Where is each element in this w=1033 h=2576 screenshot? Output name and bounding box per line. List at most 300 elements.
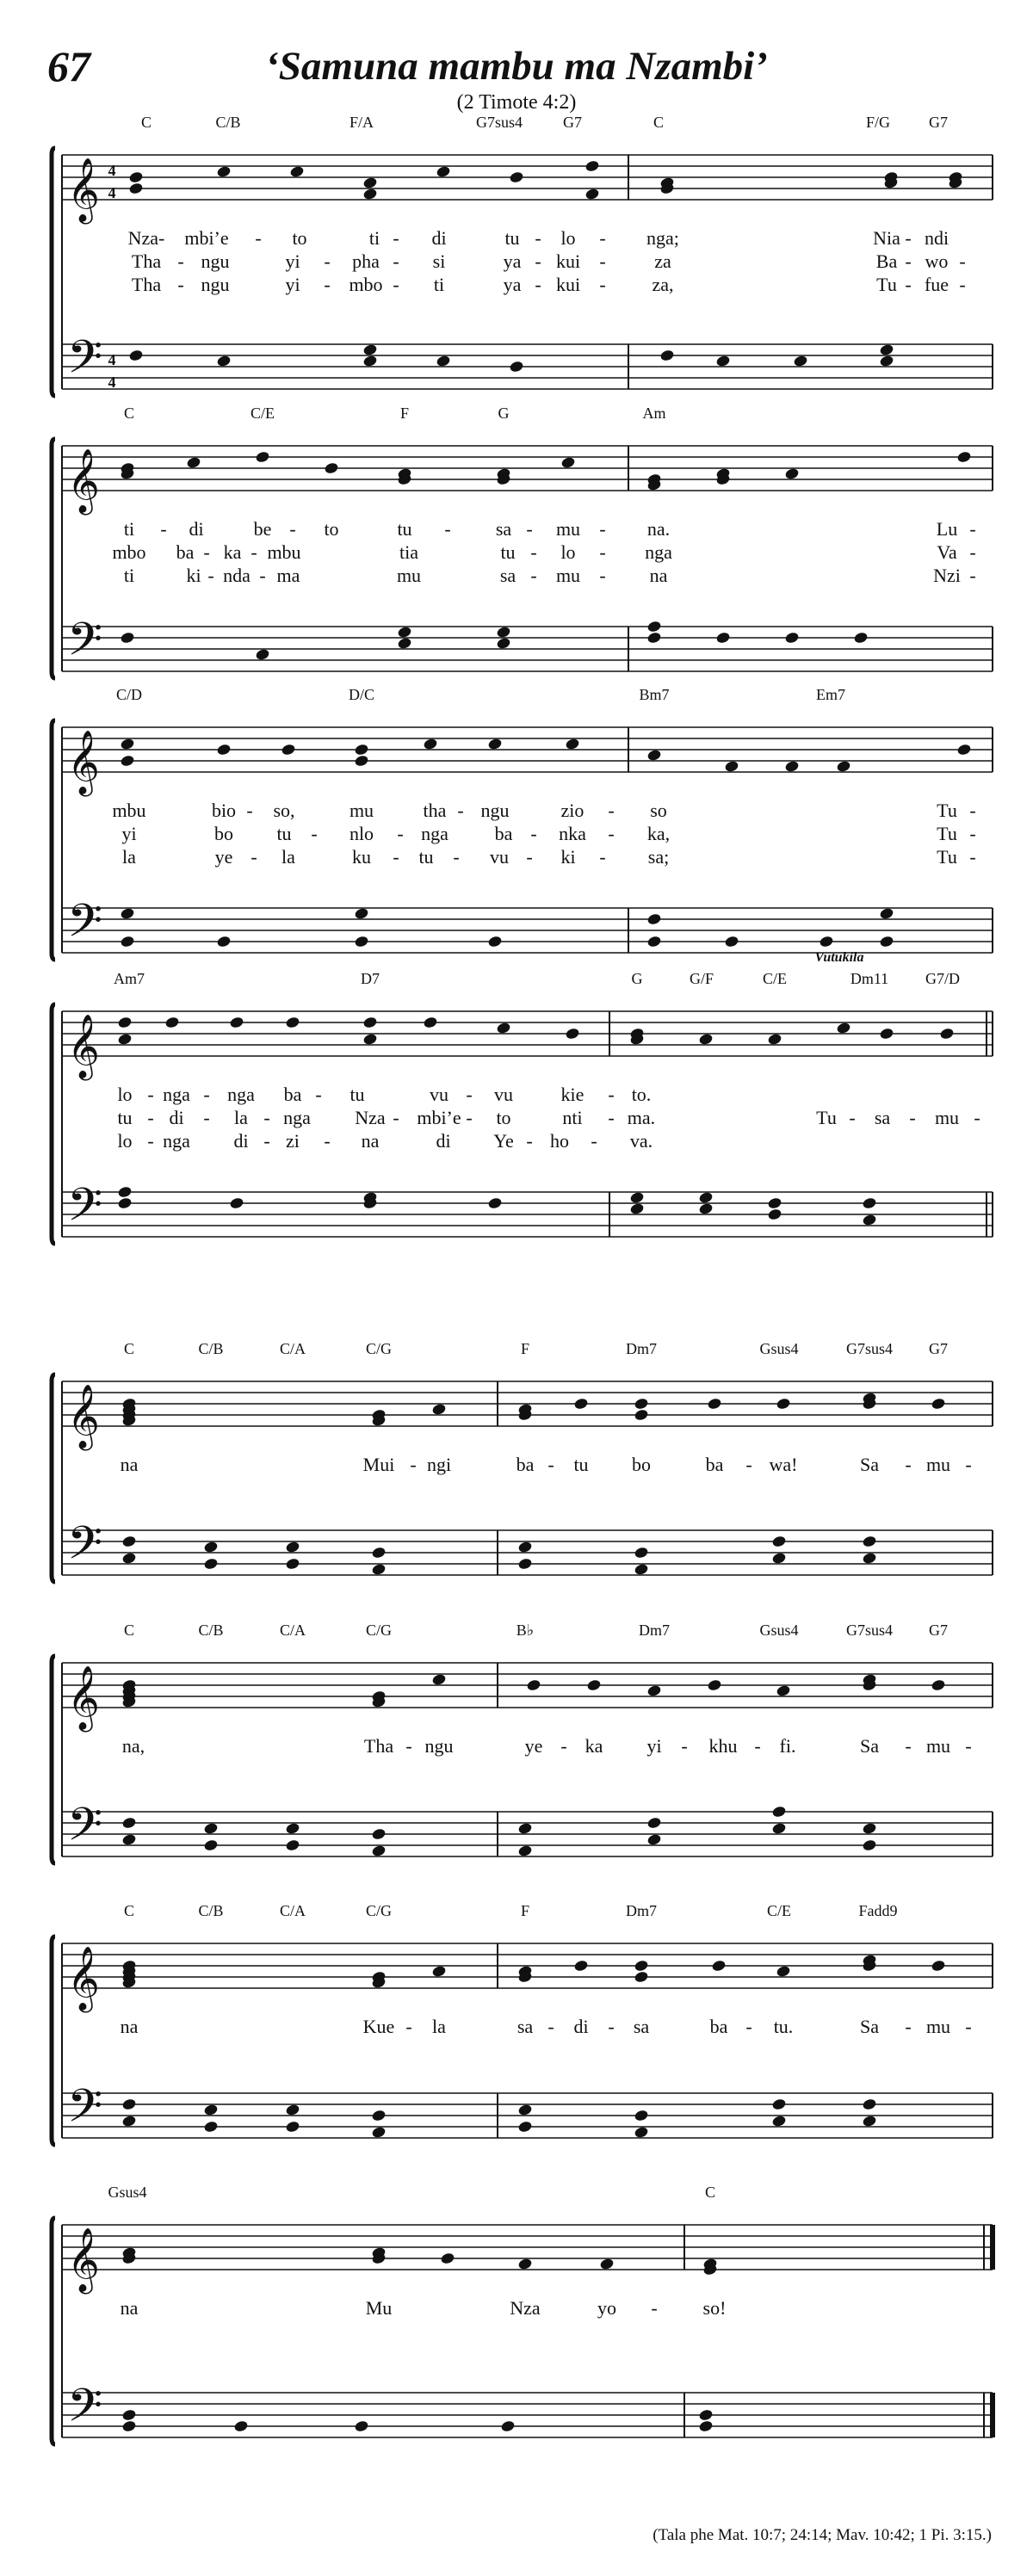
notehead [216,743,232,756]
notehead [496,637,511,650]
lyric-hyphen: - [535,250,541,272]
lyric-hyphen: - [745,2016,752,2037]
notehead [517,2258,533,2270]
notehead [771,1535,787,1547]
lyric-syllable: Nia [873,227,900,249]
notehead [634,2109,649,2122]
lyric-syllable: Tu [876,274,897,295]
lyric-hyphen: - [905,227,912,249]
notehead [565,1027,580,1040]
notehead [793,355,808,368]
notehead [879,935,894,948]
notehead [836,1022,851,1035]
lyric-hyphen: - [324,250,331,272]
notehead [120,631,135,644]
bass-staff [62,896,993,957]
notehead [698,1191,714,1204]
lyric-hyphen: - [681,1735,688,1757]
notehead [354,935,369,948]
notehead [371,1844,387,1857]
lyric-syllable: mbo [349,274,383,295]
notehead [128,349,144,361]
notehead [121,1535,137,1547]
lyric-syllable: ti [123,565,135,586]
lyric-syllable: Va [937,541,957,563]
notehead [715,631,731,644]
lyric-syllable: tu [504,227,520,249]
lyric-syllable: ndi [924,227,949,249]
chord-symbol: C/A [279,1340,306,1357]
lyric-syllable: mbi’e [417,1107,461,1128]
lyric-syllable: na [120,1454,139,1475]
lyric-syllable: nda [223,565,251,586]
notehead [285,1541,300,1554]
verse-1-lyrics [121,1454,972,1475]
lyric-syllable: di [169,1107,184,1128]
lyric-hyphen: - [526,518,533,540]
system-bracket [52,1937,55,2145]
notehead [487,935,503,948]
notehead [496,1022,511,1035]
notehead [634,1563,649,1576]
lyric-hyphen: - [263,1130,270,1152]
lyric-syllable: sa; [647,846,670,868]
lyric-hyphen: - [289,518,296,540]
notehead [698,1033,714,1046]
lyric-syllable: Tha [131,274,162,295]
lyric-hyphen: - [457,800,464,821]
lyric-hyphen: - [410,1454,417,1475]
lyric-syllable: va. [629,1130,653,1152]
chord-symbol: G7 [929,1340,948,1357]
lyric-syllable: na [361,1130,380,1152]
lyric-hyphen: - [251,846,257,868]
notehead [397,637,412,650]
lyric-syllable: ba [283,1084,302,1105]
chord-symbol: C/E [250,405,275,422]
lyric-syllable: di [573,2016,589,2037]
lyric-syllable: la [432,2016,446,2037]
notehead [229,1016,244,1029]
notehead [707,1678,722,1691]
chord-symbol: Gsus4 [108,2184,147,2201]
chord-symbol: G [498,405,510,422]
notehead [362,176,378,189]
lyric-syllable: vu [494,1084,513,1105]
lyric-hyphen: - [965,1454,972,1475]
system-7 [52,1902,993,2145]
notehead [203,2103,219,2116]
lyric-syllable: na [649,565,668,586]
lyric-hyphen: - [311,823,318,844]
footnote: (Tala phe Mat. 10:7; 24:14; Mav. 10:42; 1 Pi. 3:15.) [653,2526,992,2544]
notehead [281,743,296,756]
repeat-marking: Vutukila [814,950,864,965]
notehead [487,1196,503,1209]
lyric-hyphen: - [259,565,266,586]
system-6 [52,1622,993,1863]
lyric-hyphen: - [530,823,537,844]
notehead [120,738,135,751]
lyric-syllable: ma [276,565,300,586]
lyric-syllable: kui [555,274,581,295]
lyric-syllable: nga [283,1107,311,1128]
lyric-syllable: nga [421,823,448,844]
notehead [862,1196,877,1209]
notehead [819,935,834,948]
lyric-hyphen: - [909,1107,916,1128]
lyric-syllable: tu [418,846,434,868]
chord-symbol: C/B [198,1622,224,1639]
notehead [956,450,972,463]
notehead [216,165,232,178]
lyric-syllable: lo [560,227,576,249]
lyric-syllable: kie [560,1084,585,1105]
notehead [354,743,369,756]
notehead [634,1970,649,1983]
lyric-syllable: di [189,518,204,540]
lyric-syllable: Sa [860,2016,879,2037]
notehead [285,1016,300,1029]
chord-symbol: C/B [198,1902,224,1919]
lyric-syllable: sa [516,2016,534,2037]
lyric-syllable: ka, [646,823,671,844]
notehead [862,1535,877,1547]
verse-2-lyrics [132,250,966,272]
lyric-syllable: la [234,1107,248,1128]
lyric-syllable: Sa [860,1735,879,1757]
verse-1-lyrics [124,518,976,540]
lyric-hyphen: - [608,823,615,844]
chord-symbol: G7 [929,114,948,131]
notehead [117,1196,133,1209]
treble-clef: 𝄞 [67,1386,100,1447]
chord-symbol: G/F [689,970,714,987]
notehead [285,2103,300,2116]
chord-symbol: Dm7 [626,1340,657,1357]
notehead [255,648,270,661]
lyric-syllable: ka [223,541,242,563]
notehead [517,1541,533,1554]
notehead [371,1546,387,1559]
lyric-hyphen: - [905,1454,912,1475]
lyric-syllable: mbu [112,800,146,821]
lyric-hyphen: - [599,518,606,540]
notehead [362,1016,378,1029]
notehead [784,467,800,480]
lyric-syllable: sa [499,565,516,586]
notehead [862,1838,877,1851]
notehead [862,1822,877,1835]
notehead [862,1214,877,1226]
chord-symbol: G [631,970,643,987]
lyric-hyphen: - [147,1107,154,1128]
lyric-hyphen: - [969,823,976,844]
verse-2-lyrics [121,823,975,844]
notehead [121,1833,137,1846]
lyric-hyphen: - [608,800,615,821]
lyric-syllable: Ba [875,250,898,272]
lyric-syllable: tha [423,800,447,821]
lyric-hyphen: - [160,518,167,540]
lyric-syllable: ba [709,2016,728,2037]
lyric-hyphen: - [849,1107,856,1128]
chord-symbol: G7/D [925,970,960,987]
chord-symbol: C [140,114,152,131]
lyric-syllable: mbo [112,541,146,563]
chord-symbol: C/E [762,970,788,987]
notehead [354,907,369,920]
lyric-syllable: sa [633,2016,650,2037]
system-8 [52,2184,993,2444]
lyric-syllable: di [436,1130,451,1152]
lyric-syllable: ti [433,274,445,295]
notehead [121,2097,137,2110]
lyric-syllable: to [496,1107,511,1128]
notehead [371,2126,387,2139]
lyric-syllable: tu [573,1454,589,1475]
bass-clef: 𝄢 [67,1518,103,1579]
notehead [216,935,232,948]
lyric-syllable: ho [550,1130,569,1152]
treble-staff [62,727,993,797]
notehead [186,456,201,469]
lyric-syllable: yi [285,250,300,272]
lyric-syllable: ba [494,823,513,844]
notehead [289,165,305,178]
lyric-hyphen: - [393,1107,399,1128]
verse-1-lyrics [121,2297,727,2319]
notehead [121,2115,137,2128]
notehead [121,2408,137,2421]
notehead [436,355,451,368]
lyric-hyphen: - [905,250,912,272]
lyric-hyphen: - [203,1107,210,1128]
chord-symbol: G7sus4 [845,1622,894,1639]
treble-clef: 𝄞 [67,1948,100,2009]
notehead [836,760,851,773]
lyric-syllable: ki [186,565,201,586]
chord-symbol: F/G [865,114,891,131]
treble-staff [62,155,993,225]
lyric-syllable: yo [597,2297,616,2319]
lyric-syllable: ya [503,274,522,295]
notehead [517,2103,533,2116]
lyric-syllable: Tu [937,823,957,844]
chord-symbol: Am [642,405,666,422]
notehead [431,1403,447,1416]
notehead [879,343,894,356]
system-bracket [52,2218,55,2444]
notehead [573,1397,589,1410]
notehead [431,1673,447,1686]
lyric-syllable: nga [163,1130,190,1152]
lyric-syllable: bo [214,823,233,844]
lyric-syllable: ma. [627,1107,656,1128]
lyric-hyphen: - [965,2016,972,2037]
lyric-hyphen: - [959,274,966,295]
verse-1-lyrics [122,1735,972,1757]
chord-symbol: B♭ [516,1622,535,1639]
lyric-syllable: mu [396,565,422,586]
notehead [509,170,524,183]
lyric-syllable: Nza- [127,227,165,249]
lyric-syllable: to [292,227,307,249]
lyric-syllable: Kue [362,2016,395,2037]
lyric-syllable: ya [503,250,522,272]
notehead [117,1016,133,1029]
verse-1-lyrics [121,2016,972,2037]
notehead [629,1202,645,1215]
notehead [203,1541,219,1554]
lyric-syllable: Nzi [933,565,961,586]
lyric-hyphen: - [905,2016,912,2037]
notehead [517,1844,533,1857]
hymn-number: 67 [47,42,90,90]
lyric-syllable: Tu [816,1107,837,1128]
notehead [646,749,662,762]
lyric-hyphen: - [608,2016,615,2037]
notehead [646,1833,662,1846]
lyric-syllable: na. [646,518,671,540]
notehead [776,1684,791,1697]
lyric-syllable: ngu [201,250,230,272]
lyric-syllable: Tu [937,846,957,868]
chord-symbol: C/B [198,1340,224,1357]
notehead [646,631,662,644]
notehead [707,1397,722,1410]
lyric-syllable: nga; [646,227,679,249]
lyric-syllable: mu [934,1107,960,1128]
system-1 [52,114,993,396]
notehead [565,738,580,751]
lyric-syllable: lo [560,541,576,563]
notehead [784,760,800,773]
notehead [423,738,438,751]
lyric-syllable: tu [500,541,516,563]
lyric-syllable: bio [211,800,237,821]
lyric-syllable: wa! [769,1454,798,1475]
chord-symbol: C/D [115,686,143,703]
notehead [931,1397,946,1410]
notehead [117,1033,133,1046]
lyric-syllable: Sa [860,1454,879,1475]
lyric-hyphen: - [177,250,184,272]
notehead [634,1546,649,1559]
lyric-syllable: mu [349,800,374,821]
notehead [634,1397,649,1410]
lyric-syllable: fi. [779,1735,796,1757]
notehead [659,349,675,361]
notehead [120,754,135,767]
notehead [324,461,339,474]
lyric-syllable: tu [397,518,412,540]
lyric-syllable: mu [925,2016,951,2037]
lyric-syllable: ngu [201,274,230,295]
lyric-syllable: vu [430,1084,448,1105]
notehead [496,626,511,639]
lyric-syllable: so [650,800,667,821]
chord-symbol: Gsus4 [759,1340,799,1357]
lyric-syllable: tu [276,823,292,844]
notehead [767,1208,782,1220]
chord-symbol: C/E [766,1902,792,1919]
lyric-syllable: ki [560,846,576,868]
chord-symbol: Am7 [114,970,145,987]
lyric-syllable: Nza [510,2297,541,2319]
notehead [646,1684,662,1697]
chord-symbol: C/A [279,1622,306,1639]
lyric-syllable: fue [924,274,949,295]
lyric-hyphen: - [745,1454,752,1475]
verse-1-lyrics [112,800,975,821]
chord-symbol: Bm7 [639,686,670,703]
lyric-hyphen: - [324,1130,331,1152]
notehead [724,935,739,948]
chord-symbol: C [704,2184,716,2201]
bass-staff [62,332,993,393]
lyric-syllable: nga [227,1084,255,1105]
lyric-hyphen: - [599,846,606,868]
system-bracket [52,1656,55,1863]
notehead [646,620,662,633]
time-signature-top: 4 [108,162,116,179]
chord-symbol: Gsus4 [759,1622,799,1639]
notehead [573,1959,589,1972]
chord-symbol: Dm7 [639,1622,670,1639]
lyric-syllable: nga [163,1084,190,1105]
lyric-hyphen: - [599,565,606,586]
lyric-syllable: ye [524,1735,543,1757]
lyric-syllable: yi [121,823,137,844]
treble-clef: 𝄞 [67,732,100,793]
lyric-hyphen: - [530,541,537,563]
bass-clef: 𝄢 [67,1800,103,1861]
lyric-syllable: zio [560,800,585,821]
lyric-hyphen: - [535,274,541,295]
notehead [634,1959,649,1972]
lyric-syllable: vu [490,846,509,868]
lyric-syllable: ti [123,518,135,540]
lyric-syllable: ye [214,846,233,868]
notehead [371,2109,387,2122]
chord-symbol: C [123,1340,135,1357]
notehead [585,159,600,172]
system-3 [52,686,993,960]
lyric-syllable: be [253,518,272,540]
notehead [771,1552,787,1565]
notehead [771,1805,787,1818]
notehead [526,1678,541,1691]
notehead [120,935,135,948]
lyric-hyphen: - [147,1130,154,1152]
chord-symbol: Fadd9 [858,1902,898,1919]
notehead [776,1397,791,1410]
notehead [117,1185,133,1198]
notehead [203,1822,219,1835]
lyric-syllable: Nza [355,1107,386,1128]
bass-clef: 𝄢 [67,1180,103,1241]
treble-clef: 𝄞 [67,159,100,220]
notehead [586,1678,602,1691]
hymn-title: ‘Samuna mambu ma Nzambi’ [265,44,768,89]
lyric-syllable: mu [555,518,581,540]
lyric-hyphen: - [535,227,541,249]
notehead [629,1191,645,1204]
notehead [879,1027,894,1040]
notehead [436,165,451,178]
lyric-hyphen: - [263,1107,270,1128]
